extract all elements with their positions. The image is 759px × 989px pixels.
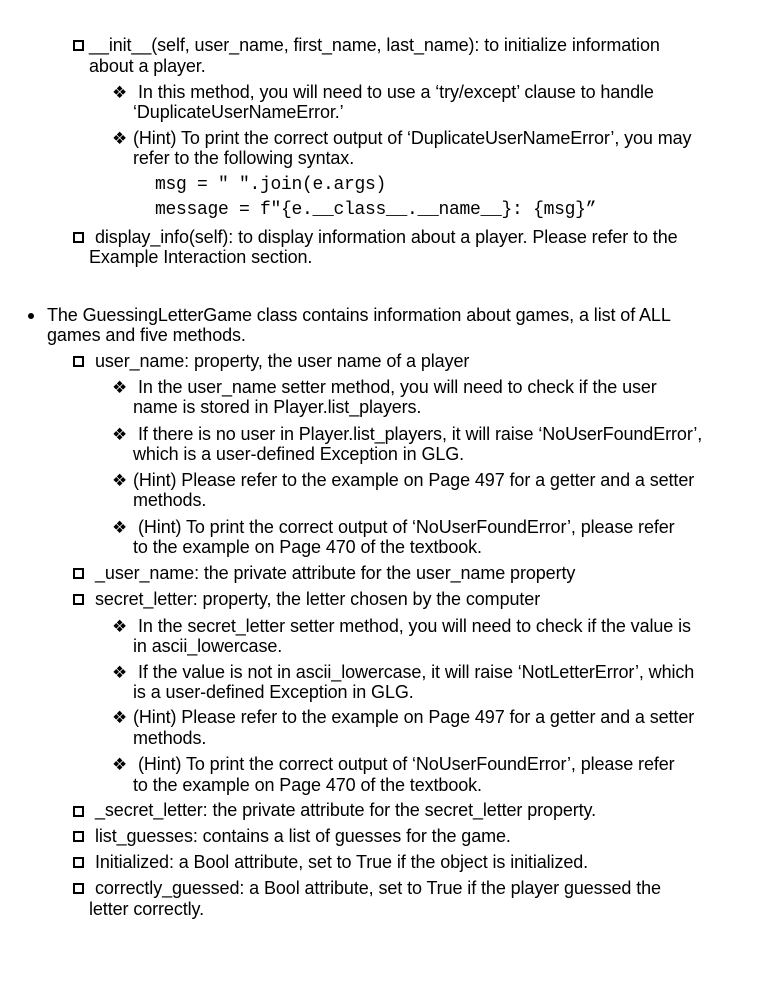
secret-letter-property: secret_letter: property, the letter chosen by the computer bbox=[95, 589, 541, 609]
checkbox-bullet-icon bbox=[73, 883, 84, 894]
checkbox-bullet-icon bbox=[73, 857, 84, 868]
checkbox-bullet-icon bbox=[73, 356, 84, 367]
init-method-line1: __init__(self, user_name, first_name, last_name): to initialize information bbox=[89, 35, 660, 55]
correctly-guessed-line1: correctly_guessed: a Bool attribute, set to True if the player guessed the bbox=[95, 878, 661, 898]
private-secret-letter: _secret_letter: the private attribute for the secret_letter property. bbox=[95, 800, 597, 820]
round-bullet-icon bbox=[28, 313, 34, 319]
display-info-line1: display_info(self): to display information about a player. Please refer to the bbox=[95, 227, 678, 247]
private-user-name: _user_name: the private attribute for the user_name property bbox=[95, 563, 576, 583]
diamond-bullet-icon: ❖ bbox=[112, 471, 128, 490]
checkbox-bullet-icon bbox=[73, 40, 84, 51]
secret-letter-sub3-line1: (Hint) Please refer to the example on Page 497 for a getter and a setter bbox=[133, 707, 695, 727]
diamond-bullet-icon: ❖ bbox=[112, 755, 128, 774]
code-line-msg: msg = " ".join(e.args) bbox=[155, 175, 387, 195]
secret-letter-sub4-line2: to the example on Page 470 of the textbook. bbox=[133, 775, 482, 795]
correctly-guessed-line2: letter correctly. bbox=[89, 899, 204, 919]
checkbox-bullet-icon bbox=[73, 594, 84, 605]
init-method-line2: about a player. bbox=[89, 56, 206, 76]
glg-intro-line2: games and five methods. bbox=[47, 325, 246, 345]
secret-letter-sub3-line2: methods. bbox=[133, 728, 207, 748]
checkbox-bullet-icon bbox=[73, 232, 84, 243]
checkbox-bullet-icon bbox=[73, 831, 84, 842]
user-name-sub2-line1: If there is no user in Player.list_players, it will raise ‘NoUserFoundError’, bbox=[138, 424, 703, 444]
user-name-sub3-line2: methods. bbox=[133, 490, 207, 510]
init-try-except-line2: ‘DuplicateUserNameError.’ bbox=[133, 102, 344, 122]
diamond-bullet-icon: ❖ bbox=[112, 663, 128, 682]
secret-letter-sub1-line2: in ascii_lowercase. bbox=[133, 636, 283, 656]
user-name-property: user_name: property, the user name of a player bbox=[95, 351, 470, 371]
diamond-bullet-icon: ❖ bbox=[112, 518, 128, 537]
user-name-sub3-line1: (Hint) Please refer to the example on Page 497 for a getter and a setter bbox=[133, 470, 695, 490]
diamond-bullet-icon: ❖ bbox=[112, 617, 128, 636]
secret-letter-sub2-line1: If the value is not in ascii_lowercase, it will raise ‘NotLetterError’, which bbox=[138, 662, 695, 682]
user-name-sub1-line1: In the user_name setter method, you will need to check if the user bbox=[138, 377, 657, 397]
diamond-bullet-icon: ❖ bbox=[112, 83, 128, 102]
user-name-sub4-line2: to the example on Page 470 of the textbook. bbox=[133, 537, 482, 557]
checkbox-bullet-icon bbox=[73, 568, 84, 579]
display-info-line2: Example Interaction section. bbox=[89, 247, 313, 267]
initialized-attr: Initialized: a Bool attribute, set to True if the object is initialized. bbox=[95, 852, 589, 872]
checkbox-bullet-icon bbox=[73, 806, 84, 817]
code-line-message: message = f"{e.__class__.__name__}: {msg}” bbox=[155, 200, 597, 220]
init-try-except-line1: In this method, you will need to use a ‘try/except’ clause to handle bbox=[138, 82, 654, 102]
secret-letter-sub2-line2: is a user-defined Exception in GLG. bbox=[133, 682, 414, 702]
diamond-bullet-icon: ❖ bbox=[112, 378, 128, 397]
init-hint-line1: (Hint) To print the correct output of ‘DuplicateUserNameError’, you may bbox=[133, 128, 692, 148]
user-name-sub4-line1: (Hint) To print the correct output of ‘NoUserFoundError’, please refer bbox=[138, 517, 675, 537]
diamond-bullet-icon: ❖ bbox=[112, 425, 128, 444]
diamond-bullet-icon: ❖ bbox=[112, 708, 128, 727]
glg-intro-line1: The GuessingLetterGame class contains information about games, a list of ALL bbox=[47, 305, 671, 325]
secret-letter-sub4-line1: (Hint) To print the correct output of ‘NoUserFoundError’, please refer bbox=[138, 754, 675, 774]
user-name-sub1-line2: name is stored in Player.list_players. bbox=[133, 397, 422, 417]
secret-letter-sub1-line1: In the secret_letter setter method, you will need to check if the value is bbox=[138, 616, 691, 636]
init-hint-line2: refer to the following syntax. bbox=[133, 148, 355, 168]
user-name-sub2-line2: which is a user-defined Exception in GLG. bbox=[133, 444, 465, 464]
diamond-bullet-icon: ❖ bbox=[112, 129, 128, 148]
list-guesses-attr: list_guesses: contains a list of guesses for the game. bbox=[95, 826, 511, 846]
